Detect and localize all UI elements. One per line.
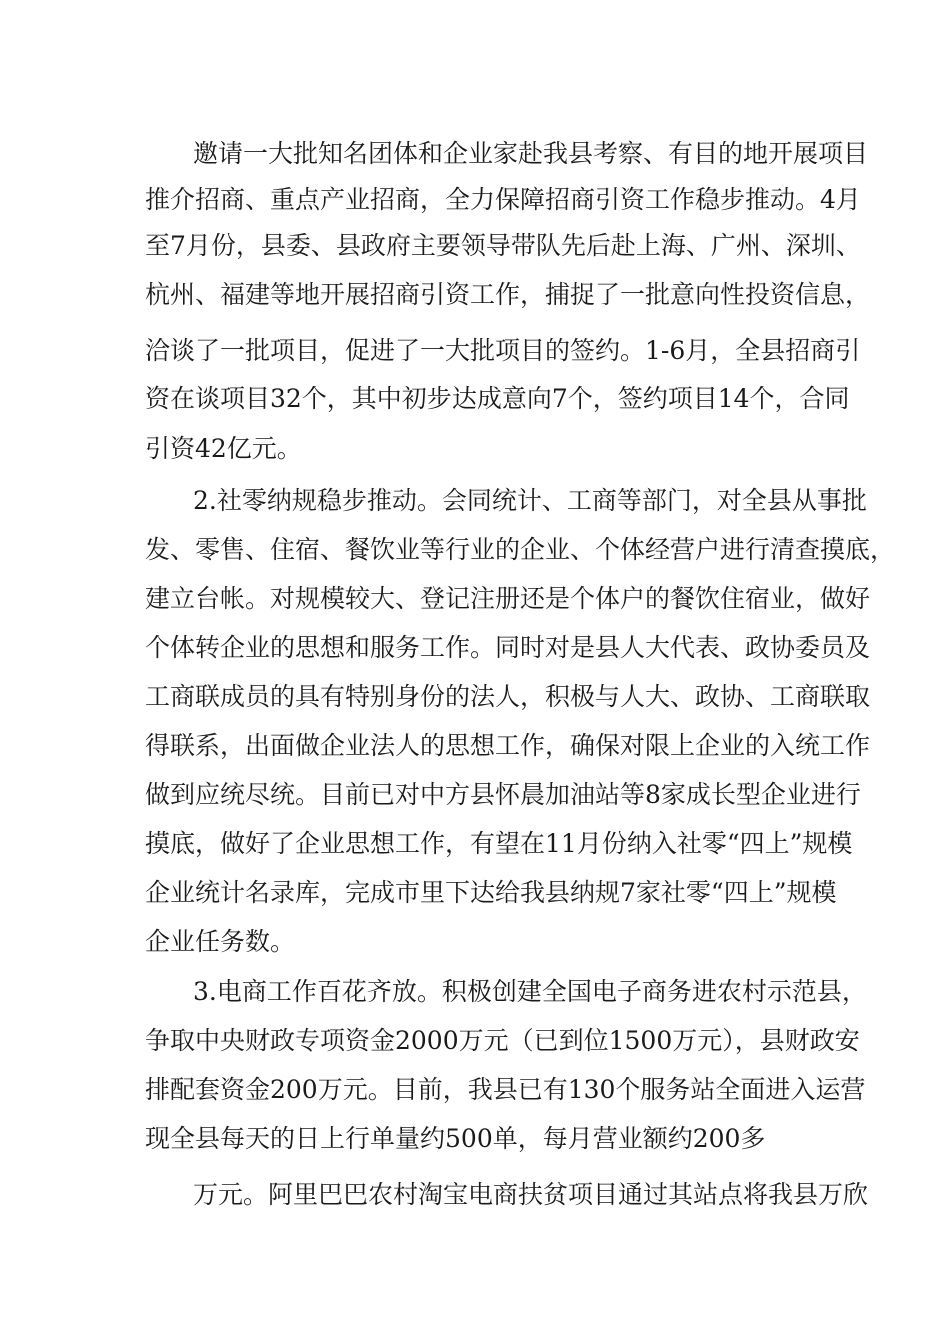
paragraph-2-line-1: 2.社零纳规稳步推动。会同统计、工商等部门，对全县从事批 [193, 486, 867, 515]
paragraph-1-line-3: 至7月份，县委、县政府主要领导带队先后赴上海、广州、深圳、 [145, 231, 861, 260]
paragraph-2-line-5: 工商联成员的具有特别身份的法人，积极与人大、政协、工商联取 [145, 682, 871, 711]
paragraph-2-line-2: 发、零售、住宿、餐饮业等行业的企业、个体经营户进行清查摸底， [145, 535, 896, 564]
paragraph-2-line-6: 得联系，出面做企业法人的思想工作，确保对限上企业的入统工作 [145, 731, 871, 760]
paragraph-2-line-10: 企业任务数。 [145, 927, 296, 956]
paragraph-1-line-4: 杭州、福建等地开展招商引资工作，捕捉了一批意向性投资信息， [145, 280, 871, 309]
paragraph-2-line-8: 摸底，做好了企业思想工作，有望在11月份纳入社零“四上”规模 [145, 829, 853, 858]
paragraph-2-line-4: 个体转企业的思想和服务工作。同时对是县人大代表、政协委员及 [145, 633, 871, 662]
paragraph-1-line-6: 资在谈项目32个，其中初步达成意向7个，签约项目14个，合同 [145, 384, 850, 413]
paragraph-1-line-2: 推介招商、重点产业招商，全力保障招商引资工作稳步推动。4月 [145, 185, 861, 214]
paragraph-2-line-3: 建立台帐。对规模较大、登记注册还是个体户的餐饮住宿业，做好 [145, 584, 871, 613]
paragraph-1-line-5: 洽谈了一批项目，促进了一大批项目的签约。1-6月，全县招商引 [145, 336, 861, 365]
paragraph-3-line-1: 3.电商工作百花齐放。积极创建全国电子商务进农村示范县， [193, 977, 867, 1006]
paragraph-2-line-7: 做到应统尽统。目前已对中方县怀晨加油站等8家成长型企业进行 [145, 780, 861, 809]
paragraph-3-line-4: 现全县每天的日上行单量约500单，每月营业额约200多 [145, 1124, 766, 1153]
paragraph-4-line-1: 万元。阿里巴巴农村淘宝电商扶贫项目通过其站点将我县万欣 [193, 1180, 869, 1209]
paragraph-1-line-1: 邀请一大批知名团体和企业家赴我县考察、有目的地开展项目 [193, 139, 869, 168]
paragraph-1-line-7: 引资42亿元。 [145, 434, 302, 463]
paragraph-3-line-2: 争取中央财政专项资金2000万元（已到位1500万元），县财政安 [145, 1026, 860, 1055]
paragraph-2-line-9: 企业统计名录库，完成市里下达给我县纳规7家社零“四上”规模 [145, 878, 837, 907]
paragraph-3-line-3: 排配套资金200万元。目前，我县已有130个服务站全面进入运营 [145, 1075, 866, 1104]
